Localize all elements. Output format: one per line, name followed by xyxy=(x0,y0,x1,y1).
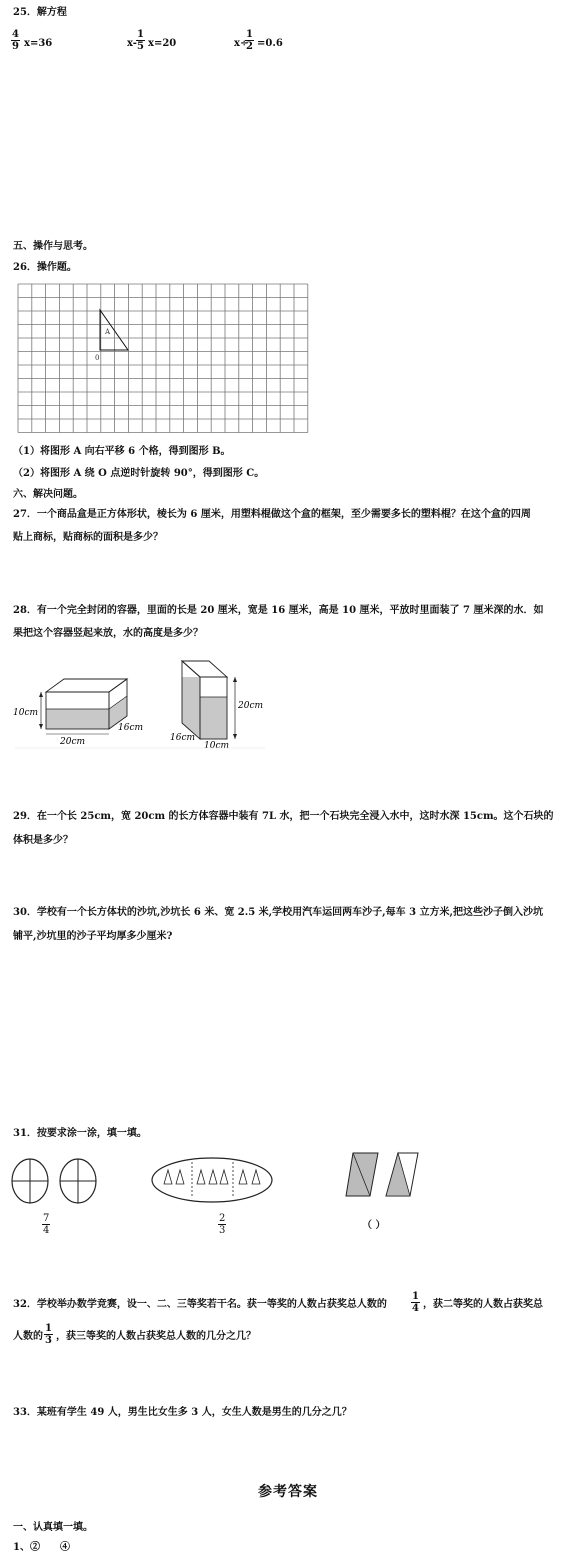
q29-line2: 体积是多少？ xyxy=(13,835,73,846)
q32-fraction-2: $\frac{1}{3}$ xyxy=(45,1323,52,1346)
upright-container xyxy=(170,661,263,751)
q25-heading: 25．解方程 xyxy=(13,7,67,18)
q32-line2-a: 人数的 xyxy=(13,1331,43,1342)
fig2-height: 20cm xyxy=(238,701,264,711)
section6-heading: 六、解决问题。 xyxy=(13,489,83,500)
q32-line2-b: ，获三等奖的人数占获奖总人数的几分之几？ xyxy=(56,1331,256,1342)
q26-step2: （2）将图形 A 绕 O 点逆时针旋转 90°，得到图形 C。 xyxy=(13,468,265,479)
fig1-width: 16cm xyxy=(118,723,144,733)
q26-heading: 26．操作题。 xyxy=(13,262,77,273)
fig2-base: 10cm xyxy=(204,741,230,751)
q27-line1: 27．一个商品盒是正方体形状，棱长为 6 厘米，用塑料棍做这个盒的框架，至少需要多长的塑料棍？在这个盒的四周 xyxy=(13,509,531,520)
q31-fraction-2: $\frac{2}{3}$ xyxy=(219,1213,226,1236)
q32-line1-a: 32．学校举办数学竞赛，设一、二、三等奖若干名。获一等奖的人数占获奖总人数的 xyxy=(13,1299,387,1310)
q31-fraction-1: $\frac{7}{4}$ xyxy=(43,1213,50,1236)
circle-2 xyxy=(60,1159,96,1203)
fig1-height: 10cm xyxy=(13,708,39,718)
q30-line2: 铺平,沙坑里的沙子平均厚多少厘米? xyxy=(13,931,173,942)
label-a: A xyxy=(105,328,111,336)
q26-step1: （1）将图形 A 向右平移 6 个格，得到图形 B。 xyxy=(13,446,231,457)
flat-container xyxy=(13,679,143,747)
answers-title: 参考答案 xyxy=(258,1484,318,1500)
q28-figures xyxy=(10,652,270,752)
q31-answer-blank[interactable]: （ ） xyxy=(362,1220,386,1231)
q28-line2: 果把这个容器竖起来放，水的高度是多少？ xyxy=(13,628,203,639)
q28-line1: 28．有一个完全封闭的容器，里面的长是 20 厘米，宽是 16 厘米，高是 10 厘米，平放时里面装了 7 厘米深的水．如 xyxy=(13,605,544,616)
q30-line1: 30．学校有一个长方体状的沙坑,沙坑长 6 米、宽 2.5 米,学校用汽车运回两车沙子,每车 3 立方米,把这些沙子倒入沙坑 xyxy=(13,907,544,918)
section5-heading: 五、操作与思考。 xyxy=(13,241,93,252)
parallelograms xyxy=(346,1153,418,1196)
q31-heading: 31．按要求涂一涂，填一填。 xyxy=(13,1128,147,1139)
label-o: 0 xyxy=(95,354,100,362)
q33-text: 33．某班有学生 49 人，男生比女生多 3 人，女生人数是男生的几分之几？ xyxy=(13,1407,352,1418)
circle-1 xyxy=(12,1159,48,1203)
q25-eq2-fraction: $\frac{1}{5}$ xyxy=(137,29,144,52)
q29-line1: 29．在一个长 25cm，宽 20cm 的长方体容器中装有 7L 水，把一个石块完全浸入水中，这时水深 15cm。这个石块的 xyxy=(13,811,554,822)
q26-grid xyxy=(17,283,309,433)
oval-triangles xyxy=(152,1158,272,1202)
q25-eq3-fraction: $\frac{1}{2}$ xyxy=(246,29,253,52)
q25-eq1-rest: x=36 xyxy=(24,38,53,49)
q25-eq1-fraction: $\frac{4}{9}$ xyxy=(12,29,19,52)
q25-eq2-pre: x- xyxy=(127,38,137,49)
q25-eq3-pre: x÷ xyxy=(234,38,249,49)
answers-item1: 1、② ④ xyxy=(13,1542,70,1553)
fig1-length: 20cm xyxy=(60,737,86,747)
q31-shapes xyxy=(8,1148,428,1208)
q25-eq2-rest: x=20 xyxy=(148,38,177,49)
answers-section1: 一、认真填一填。 xyxy=(13,1522,93,1533)
fig2-depth: 16cm xyxy=(170,733,196,743)
q32-fraction-1: $\frac{1}{4}$ xyxy=(412,1291,419,1314)
q27-line2: 贴上商标，贴商标的面积是多少？ xyxy=(13,532,163,543)
q25-eq3-rest: =0.6 xyxy=(257,38,283,49)
q32-line1-b: ，获二等奖的人数占获奖总 xyxy=(423,1299,543,1310)
